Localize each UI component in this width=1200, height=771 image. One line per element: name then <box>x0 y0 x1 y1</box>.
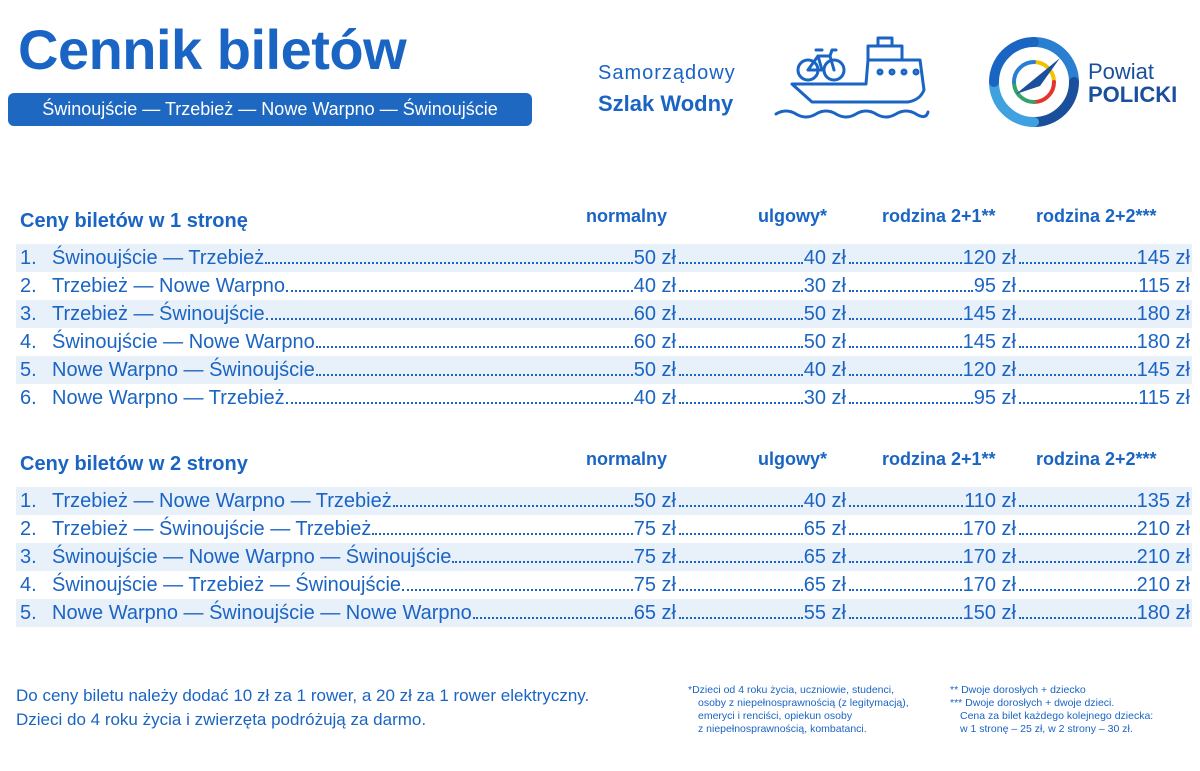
powiat-policki-logo-icon <box>986 34 1082 130</box>
col-normal-header: normalny <box>586 449 668 469</box>
family1-price: 120 zł <box>962 359 1016 381</box>
family1-price: 170 zł <box>962 518 1016 540</box>
price-segment <box>1018 543 1190 571</box>
price-segment <box>1018 328 1190 356</box>
price-segment <box>52 384 676 412</box>
reduced-price: 65 zł <box>803 546 846 568</box>
bike-and-free-travel-note <box>16 684 589 732</box>
table-row <box>16 356 1192 384</box>
price-segment <box>678 244 846 272</box>
dot-leader <box>1019 543 1136 563</box>
normal-price: 50 zł <box>633 359 676 381</box>
price-segment <box>678 328 846 356</box>
family2-price: 180 zł <box>1136 331 1190 353</box>
dot-leader <box>849 244 962 264</box>
price-segment <box>1018 571 1190 599</box>
family2-price: 145 zł <box>1136 247 1190 269</box>
route-label: Świnoujście — Trzebież <box>52 247 265 269</box>
route-label: Trzebież — Świnoujście — Trzebież <box>52 518 372 540</box>
dot-leader <box>1019 244 1136 264</box>
ship-bike-icon <box>772 36 932 120</box>
table-row <box>16 272 1192 300</box>
normal-price: 65 zł <box>633 602 676 624</box>
dot-leader <box>679 487 803 507</box>
two-way-table-header <box>16 449 1192 487</box>
price-segment <box>1018 515 1190 543</box>
dot-leader <box>1019 384 1137 404</box>
price-segment <box>678 300 846 328</box>
route-label: Nowe Warpno — Świnoujście — Nowe Warpno <box>52 602 472 624</box>
dot-leader <box>849 599 962 619</box>
price-segment <box>1018 487 1190 515</box>
free-travel-note: Dzieci do 4 roku życia i zwierzęta podróżują za darmo. <box>16 710 427 729</box>
row-number: 4. <box>20 331 37 353</box>
family-fare-footnote <box>950 684 1190 736</box>
route-label: Świnoujście — Trzebież — Świnoujście <box>52 574 402 596</box>
reduced-price: 50 zł <box>803 331 846 353</box>
family2-price: 115 zł <box>1138 387 1190 409</box>
dot-leader <box>266 300 633 320</box>
price-segment <box>52 328 676 356</box>
szlak-wodny-brand <box>598 62 736 117</box>
route-label: Trzebież — Świnoujście <box>52 303 265 325</box>
price-segment <box>1018 272 1190 300</box>
table-row <box>16 543 1192 571</box>
reduced-price: 65 zł <box>803 574 846 596</box>
route-label: Nowe Warpno — Świnoujście <box>52 359 315 381</box>
route-label: Świnoujście — Nowe Warpno — Świnoujście <box>52 546 452 568</box>
dot-leader <box>402 571 633 591</box>
price-segment <box>52 599 676 627</box>
footnote-line: emeryci i renciści, opiekun osoby <box>698 710 853 722</box>
bike-surcharge-note: Do ceny biletu należy dodać 10 zł za 1 rower, a 20 zł za 1 rower elektryczny. <box>16 686 590 705</box>
row-number: 2. <box>20 275 37 297</box>
price-segment <box>848 244 1016 272</box>
col-family2-header: rodzina 2+2*** <box>1036 449 1157 469</box>
family2-price: 210 zł <box>1136 574 1190 596</box>
price-segment <box>52 300 676 328</box>
table-row <box>16 515 1192 543</box>
col-reduced-header: ulgowy* <box>758 449 828 469</box>
price-segment <box>1018 599 1190 627</box>
price-segment <box>52 272 676 300</box>
normal-price: 40 zł <box>633 387 676 409</box>
family2-price: 210 zł <box>1136 546 1190 568</box>
route-label: Trzebież — Nowe Warpno — Trzebież <box>52 490 392 512</box>
row-number: 1. <box>20 490 37 512</box>
row-number: 6. <box>20 387 37 409</box>
dot-leader <box>1019 356 1136 376</box>
dot-leader <box>679 571 803 591</box>
price-segment <box>848 328 1016 356</box>
normal-price: 50 zł <box>633 490 676 512</box>
reduced-price: 50 zł <box>803 303 846 325</box>
dot-leader <box>679 356 803 376</box>
dot-leader <box>849 515 962 535</box>
row-number: 4. <box>20 574 37 596</box>
dot-leader <box>849 356 962 376</box>
footnote-line: ** Dwoje dorosłych + dziecko <box>950 684 1086 696</box>
two-way-section-title: Ceny biletów w 2 strony <box>20 453 248 475</box>
footnote-line: *Dzieci od 4 roku życia, uczniowie, studenci, <box>688 684 895 696</box>
reduced-price: 40 zł <box>803 247 846 269</box>
dot-leader <box>849 272 973 292</box>
price-segment <box>1018 244 1190 272</box>
price-segment <box>678 487 846 515</box>
price-segment <box>52 244 676 272</box>
brand-line-2: Szlak Wodny <box>598 91 734 116</box>
footnote-line: z niepełnosprawnością, kombatanci. <box>698 723 867 735</box>
price-segment <box>848 571 1016 599</box>
row-number: 5. <box>20 602 37 624</box>
table-row <box>16 328 1192 356</box>
two-way-rows <box>16 487 1192 627</box>
powiat-line-2: POLICKI <box>1088 82 1178 108</box>
col-normal-header: normalny <box>586 206 668 226</box>
footnote-line: osoby z niepełnosprawnością (z legitymacją), <box>698 697 909 709</box>
table-row <box>16 599 1192 627</box>
price-segment <box>678 384 846 412</box>
dot-leader <box>393 487 633 507</box>
price-segment <box>848 356 1016 384</box>
dot-leader <box>1019 487 1136 507</box>
price-segment <box>52 543 676 571</box>
dot-leader <box>1019 571 1136 591</box>
dot-leader <box>849 300 962 320</box>
price-segment <box>848 543 1016 571</box>
row-number: 1. <box>20 247 37 269</box>
dot-leader <box>849 487 963 507</box>
dot-leader <box>849 543 962 563</box>
normal-price: 75 zł <box>633 574 676 596</box>
family2-price: 135 zł <box>1136 490 1190 512</box>
dot-leader <box>1019 300 1136 320</box>
price-segment <box>1018 356 1190 384</box>
dot-leader <box>849 571 962 591</box>
dot-leader <box>316 328 633 348</box>
family1-price: 95 zł <box>973 387 1016 409</box>
dot-leader <box>849 328 962 348</box>
one-way-table-header <box>16 206 1192 244</box>
family2-price: 180 zł <box>1136 303 1190 325</box>
dot-leader <box>679 244 803 264</box>
table-row <box>16 384 1192 412</box>
dot-leader <box>679 300 803 320</box>
normal-price: 75 zł <box>633 518 676 540</box>
dot-leader <box>679 599 803 619</box>
table-row <box>16 244 1192 272</box>
family1-price: 170 zł <box>962 546 1016 568</box>
row-number: 3. <box>20 303 37 325</box>
normal-price: 50 zł <box>633 247 676 269</box>
normal-price: 60 zł <box>633 331 676 353</box>
family1-price: 120 zł <box>962 247 1016 269</box>
row-number: 5. <box>20 359 37 381</box>
reduced-price: 30 zł <box>803 275 846 297</box>
reduced-price: 40 zł <box>803 359 846 381</box>
row-number: 2. <box>20 518 37 540</box>
price-segment <box>678 571 846 599</box>
price-segment <box>678 272 846 300</box>
price-segment <box>848 487 1016 515</box>
one-way-section-title: Ceny biletów w 1 stronę <box>20 210 248 232</box>
dot-leader <box>286 272 633 292</box>
route-label: Nowe Warpno — Trzebież <box>52 387 285 409</box>
powiat-policki-name <box>1088 60 1177 106</box>
table-row <box>16 300 1192 328</box>
dot-leader <box>1019 599 1136 619</box>
reduced-price: 30 zł <box>803 387 846 409</box>
family1-price: 170 zł <box>962 574 1016 596</box>
dot-leader <box>473 599 633 619</box>
price-segment <box>52 356 676 384</box>
reduced-price: 40 zł <box>803 490 846 512</box>
row-number: 3. <box>20 546 37 568</box>
family2-price: 145 zł <box>1136 359 1190 381</box>
price-segment <box>52 515 676 543</box>
dot-leader <box>265 244 632 264</box>
col-reduced-header: ulgowy* <box>758 206 828 226</box>
family1-price: 145 zł <box>962 331 1016 353</box>
price-segment <box>1018 300 1190 328</box>
family1-price: 150 zł <box>962 602 1016 624</box>
family2-price: 180 zł <box>1136 602 1190 624</box>
footnote-line: Cena za bilet każdego kolejnego dziecka: <box>960 710 1154 722</box>
dot-leader <box>679 543 803 563</box>
price-segment <box>848 599 1016 627</box>
one-way-price-table <box>16 206 1192 412</box>
reduced-price: 65 zł <box>803 518 846 540</box>
dot-leader <box>372 515 632 535</box>
col-family1-header: rodzina 2+1** <box>882 449 996 469</box>
route-label: Trzebież — Nowe Warpno <box>52 275 286 297</box>
brand-line-1: Samorządowy <box>598 62 736 84</box>
normal-price: 60 zł <box>633 303 676 325</box>
price-segment <box>848 384 1016 412</box>
family1-price: 110 zł <box>964 490 1016 512</box>
two-way-price-table <box>16 449 1192 627</box>
col-family2-header: rodzina 2+2*** <box>1036 206 1157 226</box>
route-label: Świnoujście — Nowe Warpno <box>52 331 315 353</box>
price-segment <box>52 487 676 515</box>
price-segment <box>848 300 1016 328</box>
dot-leader <box>679 272 803 292</box>
normal-price: 40 zł <box>633 275 676 297</box>
price-segment <box>1018 384 1190 412</box>
dot-leader <box>849 384 973 404</box>
dot-leader <box>679 515 803 535</box>
dot-leader <box>1019 272 1137 292</box>
table-row <box>16 571 1192 599</box>
price-segment <box>678 515 846 543</box>
family1-price: 145 zł <box>962 303 1016 325</box>
footnote-line: *** Dwoje dorosłych + dwoje dzieci. <box>950 697 1115 709</box>
dot-leader <box>1019 515 1136 535</box>
family2-price: 115 zł <box>1138 275 1190 297</box>
price-segment <box>52 571 676 599</box>
dot-leader <box>679 328 803 348</box>
price-segment <box>678 543 846 571</box>
one-way-rows <box>16 244 1192 412</box>
price-segment <box>848 272 1016 300</box>
dot-leader <box>452 543 632 563</box>
dot-leader <box>286 384 633 404</box>
price-segment <box>848 515 1016 543</box>
powiat-line-1: Powiat <box>1088 59 1155 84</box>
footnote-line: w 1 stronę – 25 zł, w 2 strony – 30 zł. <box>960 723 1133 735</box>
reduced-price: 55 zł <box>803 602 846 624</box>
dot-leader <box>679 384 803 404</box>
table-row <box>16 487 1192 515</box>
col-family1-header: rodzina 2+1** <box>882 206 996 226</box>
price-segment <box>678 599 846 627</box>
dot-leader <box>316 356 633 376</box>
family2-price: 210 zł <box>1136 518 1190 540</box>
price-segment <box>678 356 846 384</box>
normal-price: 75 zł <box>633 546 676 568</box>
page-title: Cennik biletów <box>18 18 407 81</box>
family1-price: 95 zł <box>973 275 1016 297</box>
dot-leader <box>1019 328 1136 348</box>
reduced-fare-footnote <box>688 684 938 736</box>
route-banner: Świnoujście — Trzebież — Nowe Warpno — Świnoujście <box>8 93 532 126</box>
